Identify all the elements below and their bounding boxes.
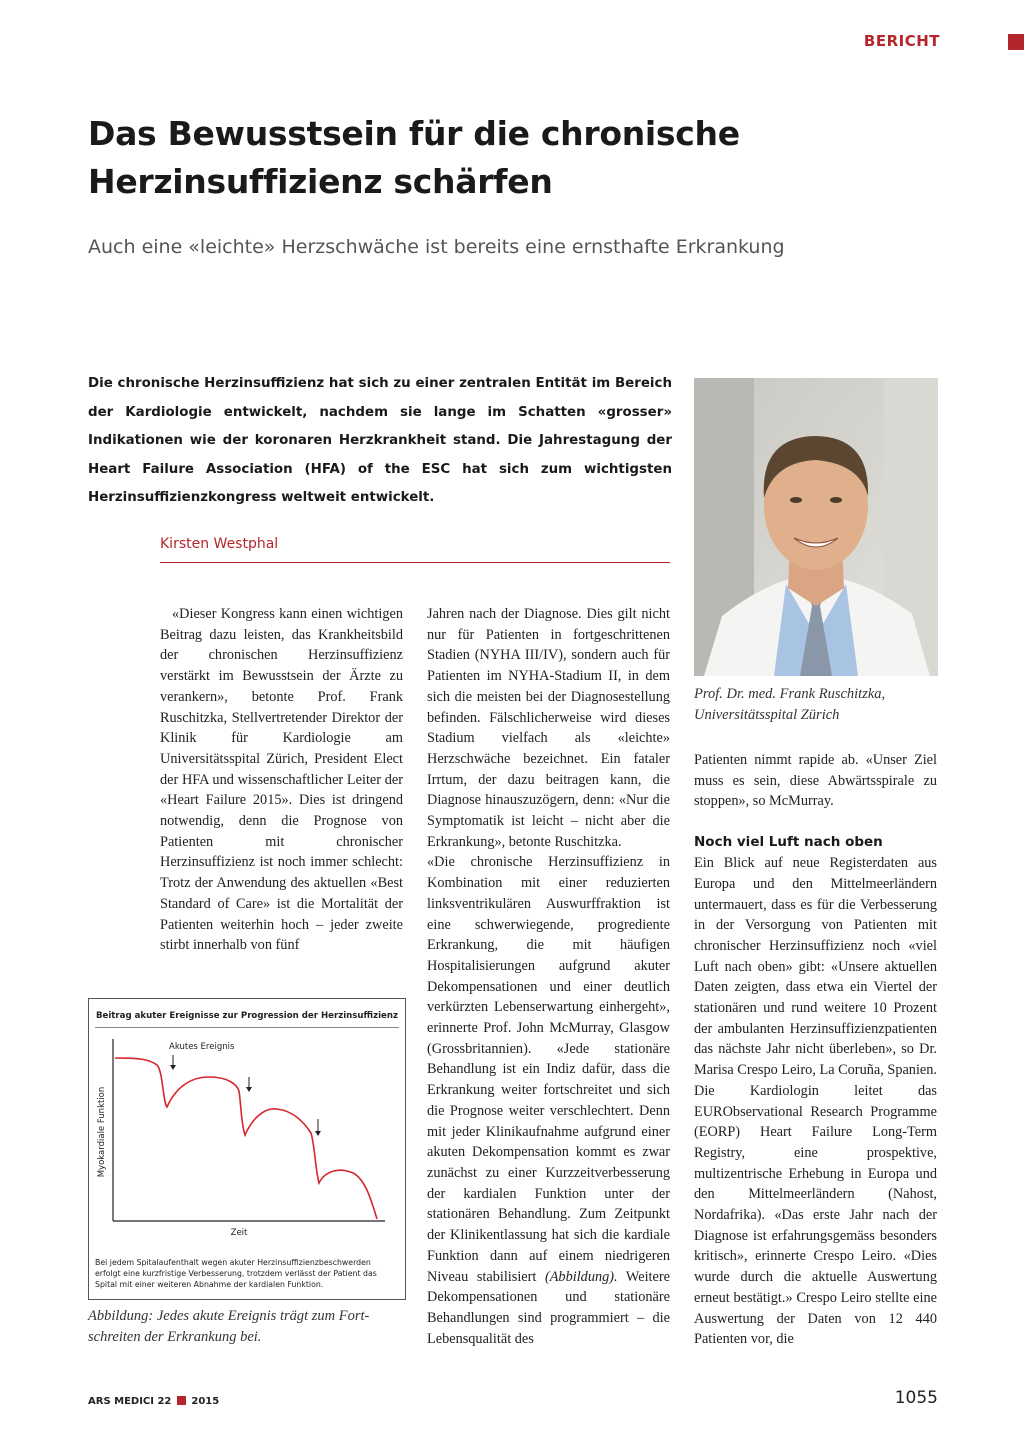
- article-title-line2: Herzinsuffizienz schärfen: [88, 162, 553, 201]
- photo-caption: [694, 684, 938, 726]
- event-arrow-head: [170, 1065, 176, 1070]
- article-subtitle: Auch eine «leichte» Herzschwäche ist bereits eine ernsthafte Erkrankung: [88, 236, 785, 258]
- author-byline: Kirsten Westphal: [160, 536, 670, 563]
- acute-event-label: Akutes Ereignis: [169, 1042, 235, 1052]
- figure-caption-line1: Abbildung: Jedes akute Ereignis trägt zum Fort-: [88, 1308, 370, 1324]
- section-label: BERICHT: [863, 32, 940, 50]
- section-heading: Noch viel Luft nach oben: [694, 834, 883, 851]
- y-axis-label: Myokardiale Funktion: [97, 1086, 107, 1178]
- figure-caption: [88, 1306, 404, 1348]
- page-number: 1055: [894, 1388, 938, 1408]
- body-paragraph: Ein Blick auf neue Registerdaten aus Europa und den Mittelmeerländern untermauert, dass es für die Verbesserung in der Versorgung von Patienten mit chronischer Herzinsuffizienz noch «viel Luft nach oben» gibt: «Unsere aktuellen Daten zeigten, dass etwa ein Viertel der stationären und rund weitere 10 Prozent der ambulanten Herzinsuffizienzpatienten das nächste Jahr nicht überleben», so Dr. Marisa Crespo Leiro, La Coruña, Spanien. Die Kardiologin leitet das EURObservational Research Programme (EORP) Heart Failure Long-Term Registry, eine prospektive, multizentrische Erhebung in Europa und den Mittelmeerländern (Nahost, Nordafrika). «Das erste Jahr nach der Diagnose ist erfahrungsgemäss besonders kritisch», erinnerte Crespo Leiro. «Dies wurde durch die aktuelle Auswertung erneut bestätigt.» Crespo Leiro stellte eine Auswertung der Daten von 12 440 Patienten vor, die: [694, 855, 937, 1348]
- body-column-3: [694, 750, 937, 1350]
- footer-journal: [88, 1396, 219, 1407]
- figure-title: Beitrag akuter Ereignisse zur Progression der Herzinsuffizienz: [95, 1011, 398, 1021]
- section-marker: [1008, 34, 1024, 50]
- body-paragraph: «Dieser Kongress kann einen wichtigen Beitrag dazu leisten, das Krankheitsbild der chronischen Herzinsuffizienz verstärkt im Bewusstsein der Ärzte zu verankern», betonte Prof. Frank Ruschitzka, Stellvertretender Direktor der Klinik für Kardiologie am Universitätsspital Zürich, President Elect der HFA und wissenschaftlicher Leiter der «Heart Failure 2015». Dies ist dringend notwendig, denn die Prognose von Patienten mit chronischer Herzinsuffizienz ist noch immer schlecht: Trotz der Anwendung des aktuellen «Best Standard of Care» ist die Mortalität der Patienten weiterhin hoch – jeder zweite stirbt innerhalb von fünf: [160, 606, 403, 954]
- body-paragraph: Patienten nimmt rapide ab. «Unser Ziel muss es sein, diese Abwärtsspirale zu stoppen», so McMurray.: [694, 752, 937, 810]
- event-arrow-head: [246, 1087, 252, 1092]
- function-curve: [115, 1058, 377, 1219]
- article-lead: Die chronische Herzinsuffizienz hat sich zu einer zentralen Entität im Bereich der Kardiologie entwickelt, nachdem sie lange im Schatten «grosser» Indikationen wie der koronaren Herzkrankheit stand. Die Jahrestagung der Heart Failure Association (HFA) of the ESC hat sich zum wichtigsten Herzinsuffizienzkongress weltweit entwickelt.: [88, 376, 672, 505]
- body-column-1: [160, 604, 403, 956]
- x-axis-label: Zeit: [230, 1228, 248, 1238]
- figure-box: [88, 998, 406, 1300]
- figure-reference: (Abbildung).: [544, 1268, 618, 1285]
- photo-caption-line1: Prof. Dr. med. Frank Ruschitzka,: [694, 686, 886, 702]
- article-title: [88, 110, 888, 206]
- body-column-2: [427, 604, 670, 1349]
- figure-divider: [95, 1027, 399, 1028]
- footer-marker: [177, 1396, 186, 1405]
- figure-chart: [89, 1029, 405, 1254]
- event-arrow-head: [315, 1131, 321, 1136]
- figure-caption-line2: schreiten der Erkrankung bei.: [88, 1329, 262, 1345]
- body-paragraph: «Die chronische Herzinsuffizienz in Kombination mit einer reduzierten linksventrikulären Auswurffraktion ist eine schwerwiegende, progrediente Erkrankung, die mit häufigen Hospitalisierungen aufgrund akuter Dekompensationen und einer deutlich verkürzten Lebenserwartung einhergeht», erinnerte Prof. John McMurray, Glasgow (Grossbritannien). «Jede stationäre Behandlung ist ein Indiz dafür, dass die Erkrankung weiter fortschreitet und sich die Prognose weiter verschlechtert. Denn mit jeder Klinikaufnahme aufgrund einer akuten Dekompensation kommt es zwar zunächst zu einer Kurzzeitverbesserung der kardialen Funktion unter der stationären Behandlung. Zum Zeitpunkt der Klinikentlassung hat sich die kardiale Funktion dann auf einem niedrigeren Niveau stabilisiert (Abbildung). Weitere Dekompensationen und stationäre Behandlungen sind programmiert – die Lebensqualität des: [427, 854, 670, 1347]
- article-title-line1: Das Bewusstsein für die chronische: [88, 114, 740, 153]
- journal-year: 2015: [191, 1396, 220, 1407]
- photo-caption-line2: Universitätsspital Zürich: [694, 707, 840, 723]
- journal-issue: ARS MEDICI 22: [88, 1396, 172, 1407]
- portrait-photo: [694, 378, 938, 676]
- figure-note: Bei jedem Spitalaufenthalt wegen akuter Herzinsuffizienzbeschwerden erfolgt eine kurzfristige Verbesserung, trotzdem verlässt der Patient das Spital mit einer weiteren Abnahme der kardialen Funktion.: [95, 1258, 377, 1289]
- body-paragraph: Jahren nach der Diagnose. Dies gilt nicht nur für Patienten in fortgeschrittenen Stadien (NYHA III/IV), sondern auch für Patienten im NYHA-Stadium II, in dem sich die meisten bei der Diagnosestellung befinden. Fälschlicherweise wird dieses Stadium vielfach als «leichte» Herzschwäche bezeichnet. Ein fataler Irrtum, der dazu beitragen kann, die Diagnose hinauszuzögern, denn: «Nur die Symptomatik ist leicht – nicht aber die Erkrankung», betonte Ruschitzka.: [427, 606, 670, 850]
